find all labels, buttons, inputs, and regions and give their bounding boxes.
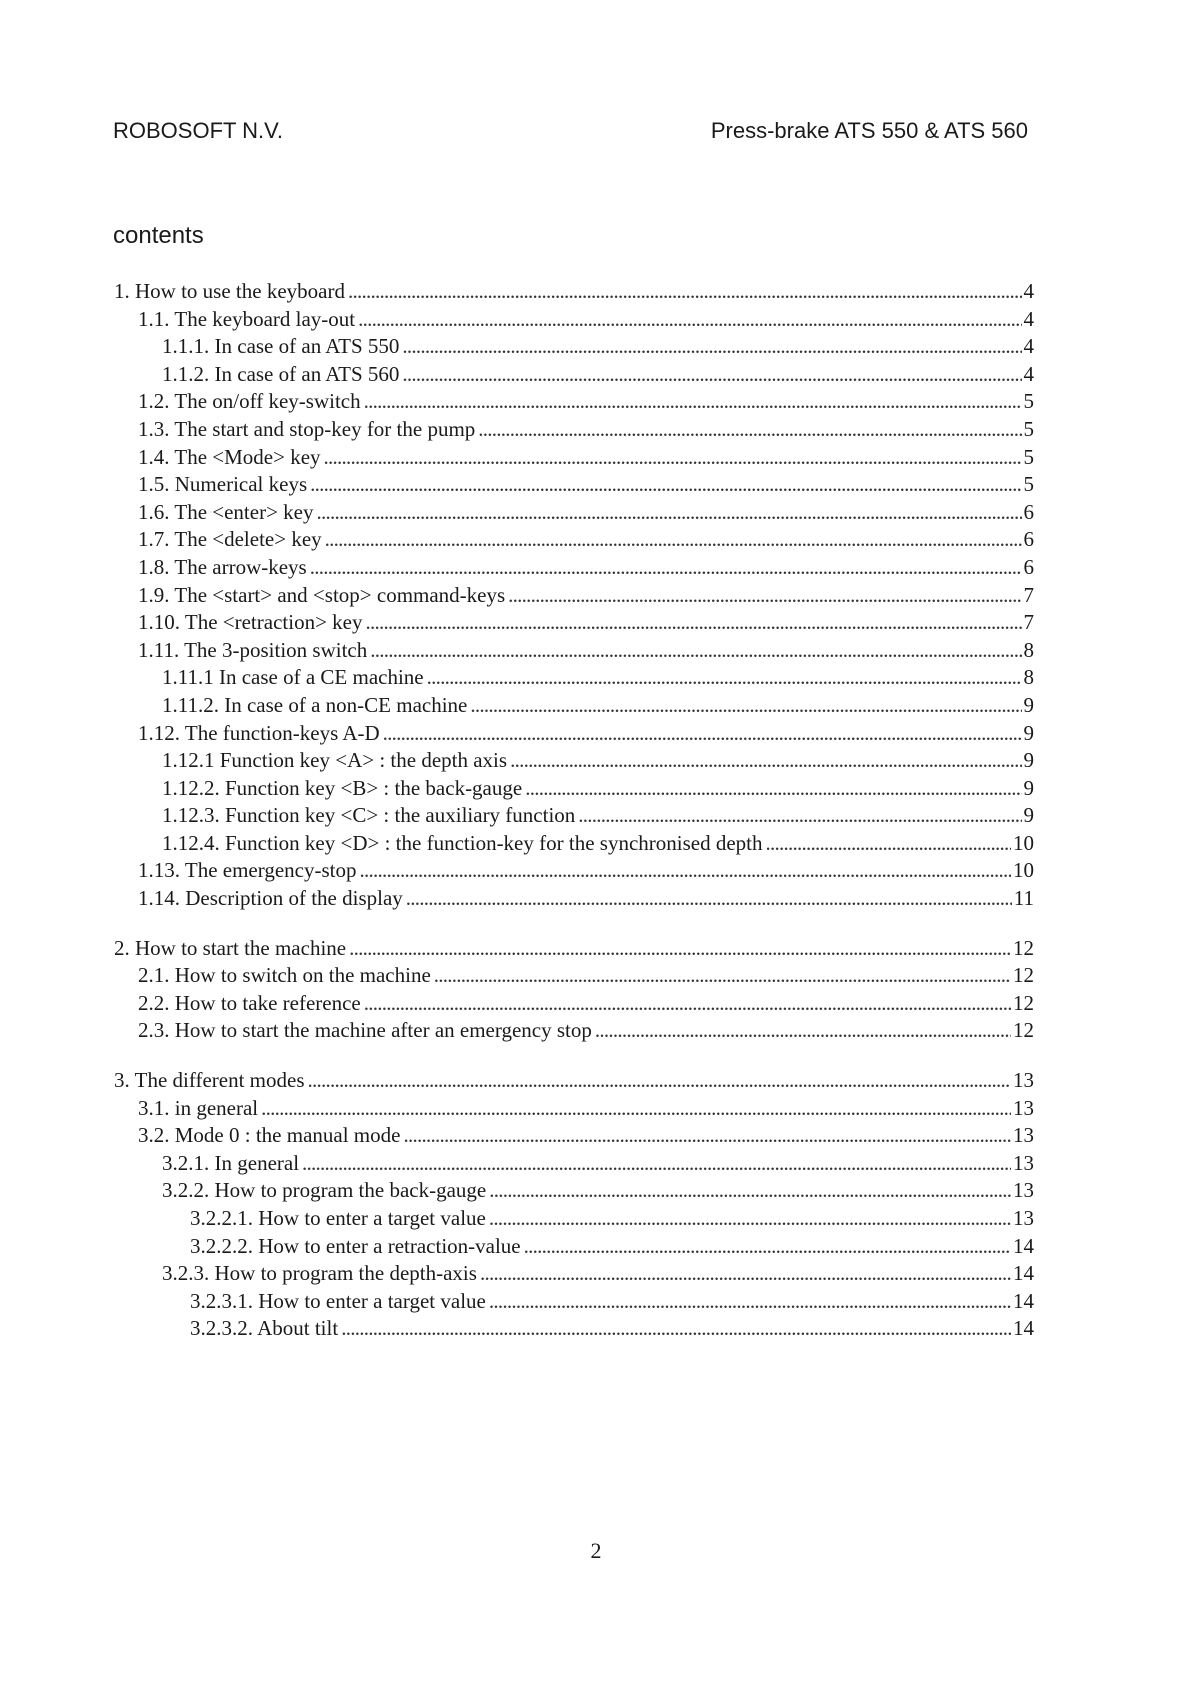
contents-title: contents [113, 222, 204, 249]
toc-entry[interactable] [114, 935, 1034, 963]
toc-entry-page: 4 [1023, 279, 1034, 303]
toc-entry[interactable] [114, 609, 1034, 637]
header-company: ROBOSOFT N.V. [113, 118, 283, 143]
toc-entry-label: 1.1. The keyboard lay-out [138, 306, 356, 331]
toc-entry-page: 4 [1023, 334, 1034, 359]
toc-entry-label: 1.12.2. Function key <B> : the back-gauge [162, 775, 523, 800]
toc-entry-page: 12 [1013, 935, 1034, 960]
toc-entry-page: 6 [1023, 499, 1034, 524]
toc-entry[interactable] [114, 692, 1034, 720]
toc-entry[interactable] [114, 720, 1034, 748]
toc-entry-page: 13 [1013, 1123, 1034, 1148]
toc-entry[interactable] [114, 554, 1034, 582]
toc-entry-label: 1.11.2. In case of a non-CE machine [162, 692, 468, 717]
toc-entry-label: 2.2. How to take reference [138, 990, 361, 1015]
toc-entry-page: 6 [1023, 554, 1034, 579]
toc-entry[interactable] [114, 962, 1034, 990]
toc-entry-label: 1.13. The emergency-stop [138, 858, 357, 883]
toc-entry-label: 1.12.3. Function key <C> : the auxiliary function [162, 803, 576, 828]
toc-entry-label: 3.2.2.2. How to enter a retraction-value [190, 1233, 521, 1258]
toc-entry-page: 9 [1023, 803, 1034, 828]
toc-entry-label: 1.12. The function-keys A-D [138, 720, 380, 745]
toc-entry-page: 12 [1013, 963, 1034, 988]
dot-leader [470, 692, 1021, 720]
dot-leader [525, 775, 1021, 803]
toc-entry-page: 13 [1013, 1150, 1034, 1175]
toc-entry-page: 9 [1023, 720, 1034, 745]
toc-entry-label: 1.12.4. Function key <D> : the function-key for the synchronised depth [162, 830, 763, 855]
toc-entry-label: 1. How to use the keyboard [114, 279, 345, 303]
toc-section-3 [114, 1067, 1034, 1343]
toc-entry[interactable] [114, 306, 1034, 334]
toc-entry-page: 14 [1013, 1233, 1034, 1258]
toc-entry[interactable] [114, 990, 1034, 1018]
toc-entry-label: 1.10. The <retraction> key [138, 610, 363, 635]
toc-entry[interactable] [114, 802, 1034, 830]
toc-entry[interactable] [114, 664, 1034, 692]
toc-entry-page: 12 [1013, 1018, 1034, 1043]
toc-entry[interactable] [114, 830, 1034, 858]
dot-leader [508, 582, 1021, 610]
toc-entry-label: 1.11. The 3-position switch [138, 637, 368, 662]
toc-entry-page: 10 [1013, 858, 1034, 883]
toc-entry-label: 3.2.3. How to program the depth-axis [162, 1261, 477, 1286]
toc-entry-label: 2. How to start the machine [114, 935, 347, 960]
dot-leader [364, 388, 1022, 416]
dot-leader [310, 471, 1021, 499]
toc-entry[interactable] [114, 1260, 1034, 1288]
toc-entry-label: 1.6. The <enter> key [138, 499, 314, 524]
toc-entry-page: 13 [1013, 1068, 1034, 1093]
toc-entry[interactable] [114, 1177, 1034, 1205]
toc-entry-page: 5 [1023, 472, 1034, 497]
dot-leader [317, 499, 1022, 527]
toc-entry-page: 10 [1013, 830, 1034, 855]
dot-leader [510, 747, 1021, 775]
dot-leader [325, 526, 1022, 554]
toc-entry-page: 9 [1023, 775, 1034, 800]
dot-leader [766, 830, 1012, 858]
toc-entry-label: 1.14. Description of the display [138, 886, 403, 911]
dot-leader [360, 857, 1011, 885]
toc-entry[interactable] [114, 416, 1034, 444]
dot-leader [358, 306, 1021, 334]
dot-leader [341, 1315, 1011, 1343]
dot-leader [480, 1260, 1011, 1288]
toc-entry[interactable] [114, 582, 1034, 610]
toc-entry[interactable] [114, 333, 1034, 361]
toc-entry-page: 5 [1023, 444, 1034, 469]
toc-entry[interactable] [114, 1205, 1034, 1233]
toc-entry-page: 13 [1013, 1178, 1034, 1203]
toc-entry[interactable] [114, 1150, 1034, 1178]
dot-leader [406, 885, 1012, 913]
toc-entry[interactable] [114, 637, 1034, 665]
toc-entry-label: 1.12.1 Function key <A> : the depth axis [162, 748, 508, 773]
toc-entry[interactable] [114, 1017, 1034, 1045]
toc-entry-label: 3.2.2.1. How to enter a target value [190, 1206, 486, 1230]
toc-entry-page: 5 [1023, 389, 1034, 414]
dot-leader [427, 664, 1022, 692]
toc-entry-label: 3. The different modes [114, 1068, 305, 1093]
header-product: Press-brake ATS 550 & ATS 560 [710, 118, 1028, 143]
toc-entry-label: 1.11.1 In case of a CE machine [162, 665, 424, 690]
toc-entry[interactable] [114, 526, 1034, 554]
toc-entry[interactable] [114, 444, 1034, 472]
dot-leader [402, 361, 1021, 389]
toc-entry-label: 1.2. The on/off key-switch [138, 389, 361, 414]
toc-entry-page: 14 [1013, 1261, 1034, 1286]
toc-entry-page: 5 [1023, 416, 1034, 441]
toc-entry-label: 1.4. The <Mode> key [138, 444, 321, 469]
toc-entry[interactable] [114, 471, 1034, 499]
toc-entry[interactable] [114, 1067, 1034, 1095]
toc-entry-label: 3.2.3.2. About tilt [190, 1316, 339, 1341]
toc-entry[interactable] [114, 1288, 1034, 1316]
toc-entry-label: 1.9. The <start> and <stop> command-keys [138, 582, 506, 607]
toc-entry-page: 9 [1023, 748, 1034, 773]
toc-section-2 [114, 935, 1034, 1045]
toc-entry[interactable] [114, 1315, 1034, 1343]
toc-entry-label: 1.5. Numerical keys [138, 472, 308, 497]
toc-entry-page: 12 [1013, 990, 1034, 1015]
toc-entry[interactable] [114, 278, 1034, 306]
table-of-contents [114, 278, 1034, 1365]
dot-leader [383, 720, 1022, 748]
toc-entry-label: 1.3. The start and stop-key for the pump [138, 416, 476, 441]
toc-entry[interactable] [114, 1095, 1034, 1123]
dot-leader [365, 609, 1021, 637]
toc-entry-page: 11 [1013, 886, 1034, 911]
toc-entry[interactable] [114, 885, 1034, 913]
toc-entry-page: 7 [1023, 582, 1034, 607]
dot-leader [348, 278, 1022, 306]
dot-leader [524, 1233, 1011, 1261]
dot-leader [349, 935, 1011, 963]
toc-entry[interactable] [114, 499, 1034, 527]
dot-leader [434, 962, 1011, 990]
dot-leader [578, 802, 1021, 830]
toc-entry[interactable] [114, 1233, 1034, 1261]
toc-entry-label: 1.7. The <delete> key [138, 527, 322, 552]
toc-entry-page: 14 [1013, 1288, 1034, 1313]
toc-entry-page: 8 [1023, 637, 1034, 662]
toc-entry[interactable] [114, 388, 1034, 416]
dot-leader [364, 990, 1011, 1018]
toc-entry-page: 8 [1023, 665, 1034, 690]
toc-entry-page: 4 [1023, 361, 1034, 386]
toc-entry-label: 2.1. How to switch on the machine [138, 963, 431, 988]
dot-leader [403, 1122, 1011, 1150]
dot-leader [478, 416, 1021, 444]
dot-leader [489, 1288, 1011, 1316]
toc-entry-page: 4 [1023, 306, 1034, 331]
dot-leader [308, 1067, 1011, 1095]
toc-entry-page: 7 [1023, 610, 1034, 635]
dot-leader [370, 637, 1021, 665]
toc-entry-page: 13 [1013, 1206, 1034, 1230]
toc-entry-label: 3.2.1. In general [162, 1150, 300, 1175]
toc-entry-label: 1.1.2. In case of an ATS 560 [162, 361, 400, 386]
toc-entry[interactable] [114, 775, 1034, 803]
dot-leader [402, 333, 1021, 361]
page-number: 2 [590, 1538, 602, 1563]
toc-entry-label: 2.3. How to start the machine after an emergency stop [138, 1018, 592, 1043]
toc-entry-page: 9 [1023, 692, 1034, 717]
toc-entry[interactable] [114, 857, 1034, 885]
dot-leader [489, 1205, 1011, 1233]
toc-entry-label: 3.1. in general [138, 1095, 259, 1120]
toc-entry-label: 1.1.1. In case of an ATS 550 [162, 334, 400, 359]
dot-leader [595, 1017, 1011, 1045]
toc-entry-label: 1.8. The arrow-keys [138, 554, 307, 579]
toc-entry-page: 6 [1023, 527, 1034, 552]
toc-entry-label: 3.2.2. How to program the back-gauge [162, 1178, 487, 1203]
toc-entry[interactable] [114, 361, 1034, 389]
dot-leader [310, 554, 1022, 582]
toc-entry[interactable] [114, 1122, 1034, 1150]
toc-entry-page: 13 [1013, 1095, 1034, 1120]
dot-leader [489, 1177, 1011, 1205]
toc-section-1 [114, 278, 1034, 913]
dot-leader [302, 1150, 1011, 1178]
toc-entry-label: 3.2.3.1. How to enter a target value [190, 1288, 486, 1313]
toc-entry-page: 14 [1013, 1316, 1034, 1341]
dot-leader [261, 1095, 1011, 1123]
toc-entry-label: 3.2. Mode 0 : the manual mode [138, 1123, 401, 1148]
dot-leader [324, 444, 1022, 472]
toc-entry[interactable] [114, 747, 1034, 775]
